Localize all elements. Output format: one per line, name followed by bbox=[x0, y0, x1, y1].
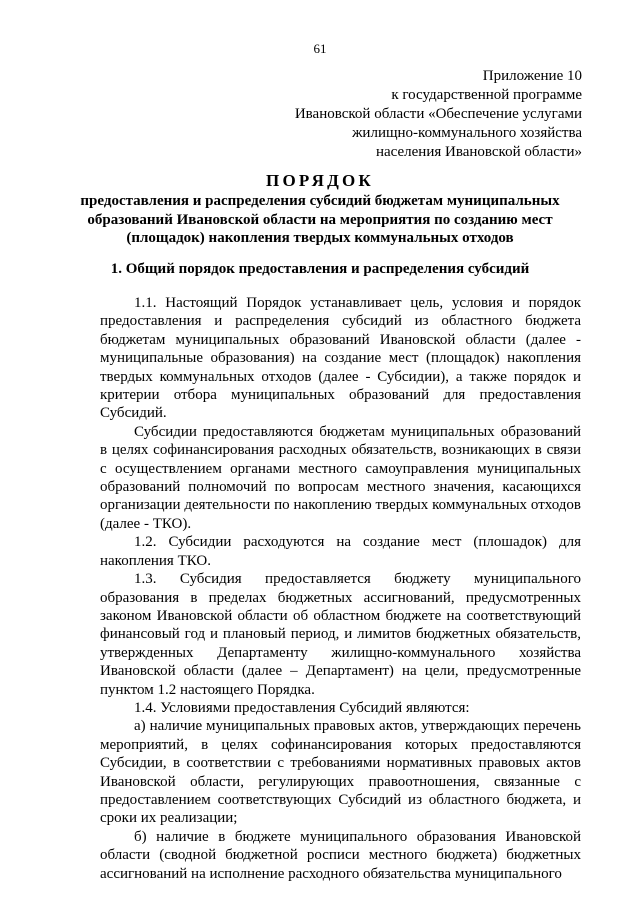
appendix-line: населения Ивановской области» bbox=[375, 144, 582, 160]
paragraph-1-4-b: б) наличие в бюджете муниципального образования Ивановской области (сводной бюджетной росписи местного бюджета) бюджетных ассигнований на исполнение расходного обязательства муниципального bbox=[100, 828, 581, 882]
page-number: 61 bbox=[313, 41, 327, 56]
paragraph-1-4: 1.4. Условиями предоставления Субсидий являются: bbox=[134, 699, 470, 716]
appendix-line: к государственной программе bbox=[391, 87, 582, 103]
document-title: ПОРЯДОК bbox=[266, 171, 374, 190]
paragraph-1-1: 1.1. Настоящий Порядок устанавливает цель, условия и порядок предоставления и распределения субсидий из областного бюджета бюджетам муниципальных образований Ивановской области (далее - муниципальные образования) на создание мест (площадок) накопления твердых коммунальных отходов (далее - Субсидии), а также порядок и критерии отбора муниципальных образований для предоставления Субсидий. bbox=[100, 295, 581, 422]
section-body bbox=[100, 294, 581, 883]
paragraph-1-3: 1.3. Субсидия предоставляется бюджету муниципального образования в пределах бюджетных ассигнований, предусмотренных законом Ивановской области об областном бюджете на соответствующий финансовый год и плановый период, и лимитов бюджетных обязательств, утвержденных Департаменту жилищно-коммунального хозяйства Ивановской области (далее – Департамент) на цели, предусмотренные пунктом 1.2 настоящего Порядка. bbox=[100, 571, 581, 698]
appendix-line: Ивановской области «Обеспечение услугами bbox=[294, 106, 582, 122]
paragraph-1-2: 1.2. Субсидии расходуются на создание мест (плошадок) для накопления ТКО. bbox=[100, 534, 581, 569]
section-heading: 1. Общий порядок предоставления и распределения субсидий bbox=[110, 261, 530, 277]
appendix-header bbox=[295, 67, 582, 162]
paragraph-1-4-a: а) наличие муниципальных правовых актов, утверждающих перечень мероприятий, в целях софинансирования которых предоставляются Субсидии, в соответствии с требованиями нормативных правовых актов Ивановской области, регулирующих правоотношения, связанные с предоставлением соответствующих Субсидий из областного бюджета, и сроки их реализации; bbox=[100, 718, 581, 827]
appendix-line: Приложение 10 bbox=[482, 68, 582, 84]
appendix-line: жилищно-коммунального хозяйства bbox=[352, 125, 582, 141]
document-subtitle: предоставления и распределения субсидий бюджетам муниципальных образований Ивановской области на мероприятия по созданию мест (площадок) накопления твердых коммунальных отходов bbox=[80, 193, 560, 246]
paragraph-subsidies-purpose: Субсидии предоставляются бюджетам муниципальных образований в целях софинансирования расходных обязательств, возникающих в связи с осуществлением органами местного самоуправления муниципальных образований полномочий по вопросам местного значения, касающихся организации деятельности по накоплению твердых коммунальных отходов (далее - ТКО). bbox=[100, 423, 581, 532]
